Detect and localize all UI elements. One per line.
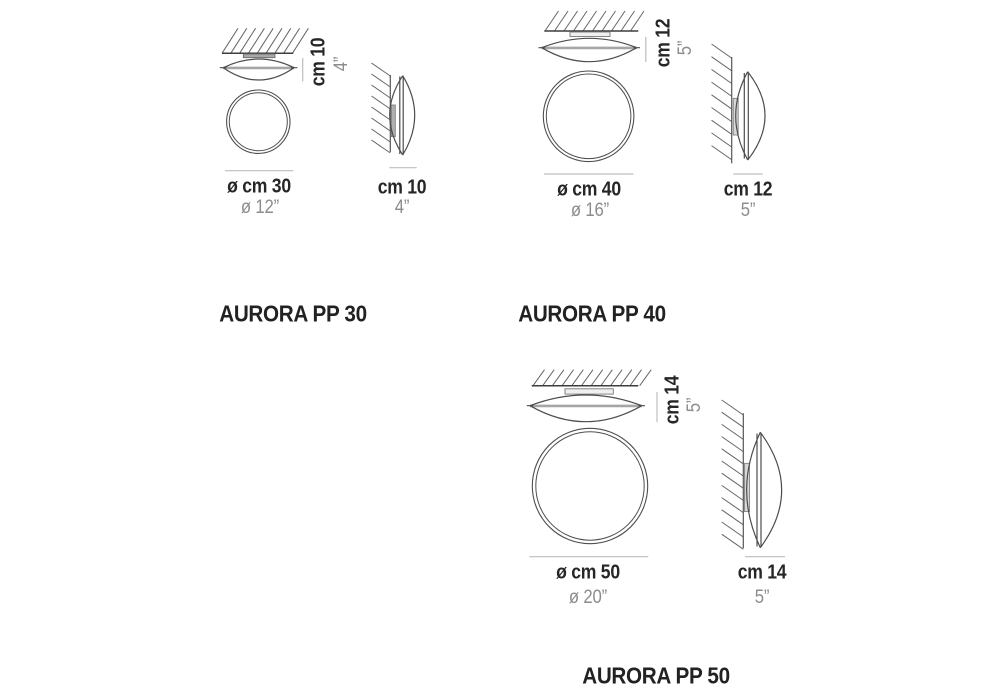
pp30-ceiling-height-cm-label: cm 10 (307, 37, 330, 86)
pp50-depth-cm-label: cm 14 (737, 561, 787, 583)
pp50-front-inner-circle (536, 432, 644, 540)
pp50-depth-in-label: 5” (754, 586, 770, 608)
pp50-front-outer-circle (532, 428, 647, 543)
pp50-ceiling-hatch (533, 370, 651, 386)
pp50-ceiling-height-cm-label: cm 14 (661, 375, 683, 425)
pp30-wall-hatch (372, 63, 391, 153)
pp50-ceiling-view (527, 370, 657, 422)
pp30-ceiling-view (220, 28, 309, 81)
pp30-depth-in-label: 4” (395, 196, 410, 218)
pp30-front-outer-circle (227, 90, 290, 153)
pp50-side-lens (747, 432, 782, 547)
pp40-product-title: AURORA PP 40 (518, 300, 666, 327)
pp30-diameter-cm-label: ø cm 30 (227, 175, 291, 198)
pp40-front-view (543, 71, 634, 174)
pp50-front-view (529, 428, 648, 556)
pp40-diameter-in-label: ø 16” (570, 200, 610, 221)
pp30-diameter-in-label: ø 12” (240, 197, 279, 218)
pp50-diameter-in-label: ø 20” (568, 586, 608, 608)
pp40-ceiling-view (539, 11, 646, 62)
pp40-mount-plate (570, 32, 610, 37)
pp50-mount-plate (565, 389, 613, 394)
pp30-ceiling-hatch (222, 28, 308, 53)
pp40-lens-profile (539, 38, 641, 61)
pp50-lens-profile (527, 395, 645, 422)
pp40-depth-in-label: 5” (740, 200, 755, 221)
pp40-ceiling-hatch (545, 11, 644, 31)
pp40-diameter-cm-label: ø cm 40 (557, 178, 621, 200)
pp50-diameter-cm-label: ø cm 50 (555, 561, 620, 583)
pp30-mount-plate (243, 54, 275, 58)
pp40-ceiling-height-in-label: 5” (674, 40, 696, 55)
pp30-side-view (372, 63, 417, 168)
pp50-ceiling-height-in-label: 5” (683, 397, 705, 412)
pp40-front-inner-circle (546, 74, 631, 159)
pp40-wall-hatch (712, 44, 732, 160)
pp50-product-title: AURORA PP 50 (582, 662, 730, 689)
pp50-side-view (722, 400, 785, 557)
pp30-ceiling-height-in-label: 4” (330, 56, 352, 71)
pp40-ceiling-height-cm-label: cm 12 (652, 18, 675, 67)
pp40-side-lens (736, 72, 765, 160)
pp40-side-view (712, 44, 766, 174)
pp30-front-inner-circle (229, 93, 287, 151)
pp50-wall-hatch (722, 400, 744, 549)
pp40-depth-cm-label: cm 12 (723, 178, 773, 200)
pp40-front-outer-circle (543, 71, 634, 162)
pp30-depth-cm-label: cm 10 (378, 176, 427, 198)
pp30-product-title: AURORA PP 30 (218, 300, 367, 327)
pp30-front-view (225, 90, 293, 171)
pp30-lens-profile (220, 59, 297, 80)
